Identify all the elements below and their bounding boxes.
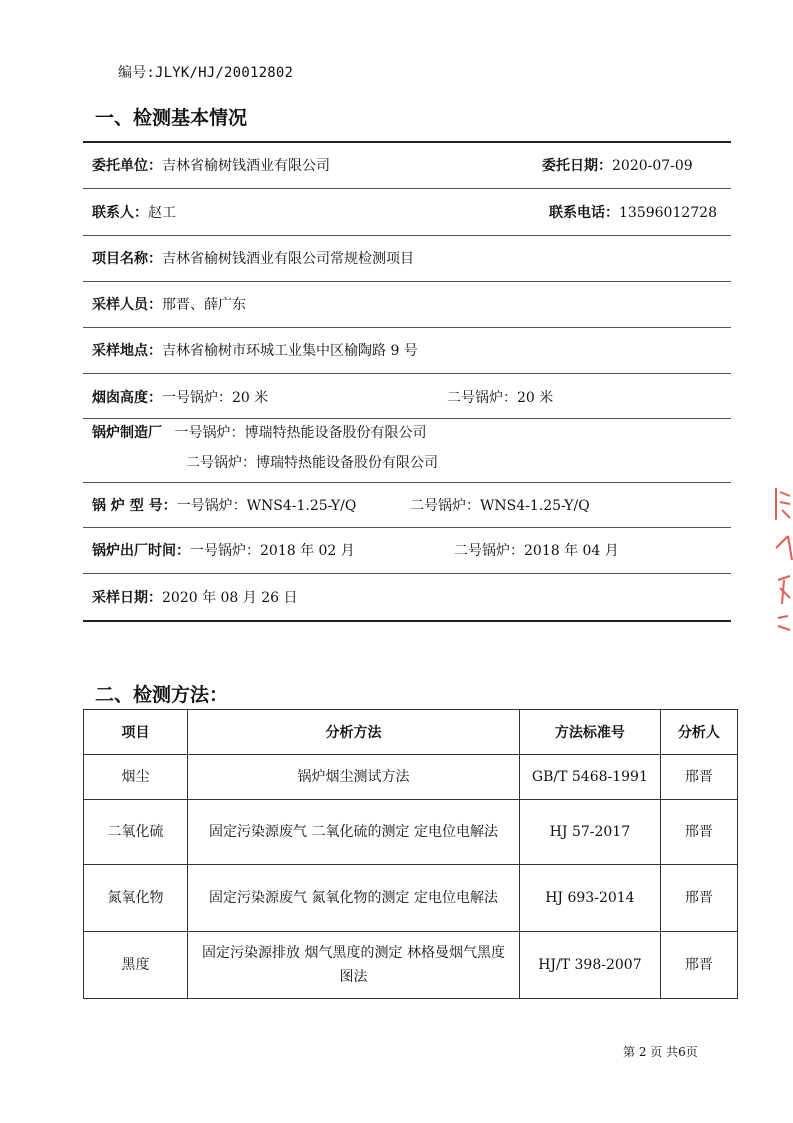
manufacturer-value-1: 一号锅炉：博瑞特热能设备股份有限公司 <box>174 425 427 441</box>
header-standard: 方法标准号 <box>519 710 660 755</box>
factory-date-label: 锅炉出厂时间： <box>92 543 190 559</box>
sampler-label: 采样人员： <box>92 297 162 313</box>
chimney-label: 烟囱高度： <box>92 390 162 406</box>
model-row <box>92 497 722 515</box>
phone-value: 13596012728 <box>619 205 717 221</box>
header-item: 项目 <box>84 710 188 755</box>
model-value-2: 二号锅炉：WNS4-1.25-Y/Q <box>410 498 590 514</box>
divider <box>83 235 731 236</box>
divider <box>83 482 731 483</box>
client-value: 吉林省榆树钱酒业有限公司 <box>162 158 330 174</box>
phone-label: 联系电话： <box>549 205 619 221</box>
header-analyst: 分析人 <box>660 710 737 755</box>
factory-date-value-2: 二号锅炉：2018 年 04 月 <box>454 543 619 559</box>
cell-method <box>188 800 520 865</box>
method-text: 固定污染源废气 氮氧化物的测定 定电位电解法 <box>209 890 498 906</box>
section2-title: 二、检测方法： <box>95 684 229 706</box>
project-value: 吉林省榆树钱酒业有限公司常规检测项目 <box>162 251 414 267</box>
cell-analyst: 邢晋 <box>660 755 737 800</box>
cell-analyst: 邢晋 <box>660 865 737 932</box>
table-row <box>84 800 738 865</box>
contact-value: 赵工 <box>148 205 176 221</box>
cell-item: 二氧化硫 <box>84 800 188 865</box>
cell-item: 烟尘 <box>84 755 188 800</box>
divider <box>83 373 731 374</box>
project-row <box>92 250 722 268</box>
divider <box>83 327 731 328</box>
divider <box>83 527 731 528</box>
table-header-row <box>84 710 738 755</box>
factory-date-row <box>92 542 722 560</box>
header-method: 分析方法 <box>188 710 520 755</box>
cell-analyst: 邢晋 <box>660 800 737 865</box>
model-label: 锅 炉 型 号： <box>92 498 177 514</box>
manufacturer-value-2: 二号锅炉：博瑞特热能设备股份有限公司 <box>186 455 438 471</box>
contact-row <box>92 204 722 222</box>
manufacturer-label: 锅炉制造厂 <box>92 425 162 441</box>
factory-date-value-1: 一号锅炉：2018 年 02 月 <box>190 543 355 559</box>
model-value-1: 一号锅炉：WNS4-1.25-Y/Q <box>176 498 357 514</box>
method-text: 固定污染源废气 二氧化硫的测定 定电位电解法 <box>209 824 498 840</box>
site-value: 吉林省榆树市环城工业集中区榆陶路 9 号 <box>162 343 418 359</box>
top-rule <box>83 141 731 143</box>
section1-title: 一、检测基本情况 <box>95 107 248 129</box>
method-text: 固定污染源排放 烟气黑度的测定 林格曼烟气黑度图法 <box>202 945 505 985</box>
method-text: 锅炉烟尘测试方法 <box>297 769 410 785</box>
cell-standard: HJ 57-2017 <box>519 800 660 865</box>
cell-method <box>188 865 520 932</box>
cell-item: 黑度 <box>84 932 188 999</box>
sample-date-row <box>92 589 722 607</box>
client-label: 委托单位： <box>92 158 162 174</box>
sample-date-label: 采样日期： <box>92 590 162 606</box>
manufacturer-row <box>92 424 722 442</box>
page-footer: 第 2 页 共6页 <box>623 1045 698 1059</box>
table-row <box>84 865 738 932</box>
bottom-rule <box>83 620 731 622</box>
seal-stamp-fragment <box>768 480 793 640</box>
client-row <box>92 157 722 175</box>
chimney-row <box>92 389 722 407</box>
entrust-date-label: 委托日期： <box>542 158 612 174</box>
cell-standard: GB/T 5468-1991 <box>519 755 660 800</box>
site-row <box>92 342 722 360</box>
divider <box>83 281 731 282</box>
project-label: 项目名称： <box>92 251 162 267</box>
cell-standard: HJ/T 398-2007 <box>519 932 660 999</box>
document-number: 编号:JLYK/HJ/20012802 <box>118 65 294 81</box>
chimney-value-1: 一号锅炉：20 米 <box>162 390 269 406</box>
table-row <box>84 932 738 999</box>
cell-method <box>188 755 520 800</box>
entrust-date-value: 2020-07-09 <box>612 158 693 174</box>
contact-label: 联系人： <box>92 205 148 221</box>
divider <box>83 573 731 574</box>
divider <box>83 188 731 189</box>
site-label: 采样地点： <box>92 343 162 359</box>
methods-table <box>83 709 738 999</box>
chimney-value-2: 二号锅炉：20 米 <box>447 390 554 406</box>
cell-analyst: 邢晋 <box>660 932 737 999</box>
cell-method <box>188 932 520 999</box>
sampler-value: 邢晋、薛广东 <box>162 297 246 313</box>
divider <box>83 418 731 419</box>
table-row <box>84 755 738 800</box>
sampler-row <box>92 296 722 314</box>
cell-item: 氮氧化物 <box>84 865 188 932</box>
manufacturer-row-2 <box>186 454 793 472</box>
sample-date-value: 2020 年 08 月 26 日 <box>162 590 298 606</box>
cell-standard: HJ 693-2014 <box>519 865 660 932</box>
